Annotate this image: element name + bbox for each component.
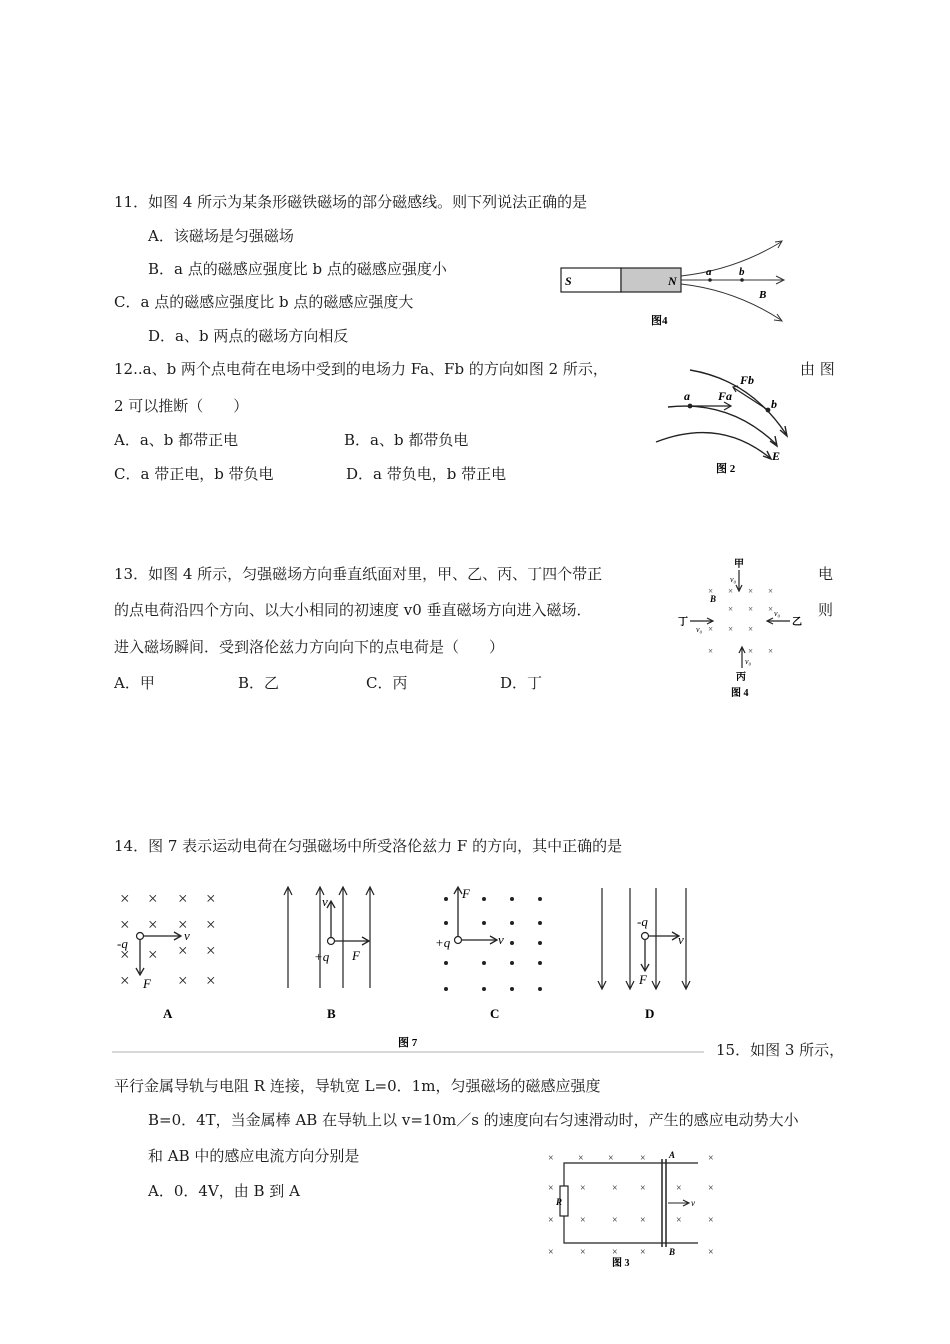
yi-v0-label: v₀ (774, 609, 781, 618)
q12-stem-line1: 12..a、b 两个点电荷在电场中受到的电场力 Fa、Fb 的方向如图 2 所示， (114, 360, 608, 378)
label-e: E (772, 449, 781, 463)
svg-text:×: × (676, 1183, 682, 1194)
q14-stem: 14．图 7 表示运动电荷在匀强磁场中所受洛伦兹力 F 的方向，其中正确的是 (114, 837, 623, 855)
q15-figure-caption: 图 3 (612, 1258, 630, 1269)
q15-line1: 平行金属导轨与电阻 R 连接，导轨宽 L=0．1m，匀强磁场的磁感应强度 (114, 1077, 601, 1095)
cross-grid (120, 889, 216, 990)
panel-a (117, 889, 216, 1021)
svg-text:×: × (768, 646, 774, 656)
label-fb: Fb (740, 373, 755, 387)
svg-text:×: × (708, 1183, 714, 1194)
label-bing: 丙 (736, 672, 746, 683)
field-line-upper (681, 242, 781, 276)
panel-c-label: C (490, 1006, 500, 1021)
charge-label: +q (435, 935, 451, 950)
q13-line1-end: 电 (818, 565, 834, 583)
svg-text:×: × (640, 1183, 646, 1194)
field-line-2 (668, 406, 776, 444)
cross-grid (548, 1153, 714, 1258)
svg-text:×: × (768, 586, 774, 596)
q12-option-b: B．a、b 都带负电 (344, 431, 469, 449)
svg-text:×: × (120, 889, 130, 908)
svg-text:×: × (120, 915, 130, 934)
svg-text:×: × (148, 945, 158, 964)
svg-text:×: × (548, 1215, 554, 1226)
svg-text:×: × (708, 1215, 714, 1226)
q13-option-a: A．甲 (114, 674, 155, 692)
q12-stem-right: 由 图 (800, 360, 835, 378)
point-b-label: b (739, 266, 745, 278)
force-label: F (143, 976, 151, 991)
point-a-label: a (706, 266, 712, 278)
charge-circle (642, 933, 649, 940)
charge-a (688, 404, 693, 409)
q12-figure-caption: 图 2 (716, 463, 736, 475)
q13-figure-magnetic-field (676, 556, 806, 704)
cross-grid (708, 586, 773, 656)
q11-figure-caption: 图4 (651, 315, 668, 327)
svg-text:×: × (548, 1183, 554, 1194)
panel-d (598, 888, 690, 1021)
svg-text:×: × (676, 1215, 682, 1226)
velocity-label: v (498, 932, 504, 947)
field-label: B (759, 289, 767, 301)
charge-circle (137, 933, 144, 940)
field-line-3 (656, 433, 770, 458)
svg-text:×: × (206, 941, 216, 960)
svg-text:×: × (148, 889, 158, 908)
b-label: B (710, 594, 717, 604)
svg-text:×: × (612, 1215, 618, 1226)
rod-bottom-label: B (669, 1247, 676, 1257)
force-label: F (462, 886, 470, 901)
svg-text:×: × (728, 586, 734, 596)
force-label: F (639, 972, 647, 987)
svg-text:×: × (768, 604, 774, 614)
panel-b (284, 887, 374, 1021)
velocity-label: v (691, 1198, 695, 1208)
svg-text:×: × (580, 1247, 586, 1258)
pole-n-label: N (668, 274, 677, 288)
q12-figure-electric-field (650, 362, 800, 480)
svg-text:×: × (748, 646, 754, 656)
svg-text:×: × (580, 1215, 586, 1226)
label-jia: 甲 (734, 559, 744, 570)
svg-text:×: × (748, 586, 754, 596)
label-ding: 丁 (678, 617, 688, 628)
q15-option-a: A．0．4V，由 B 到 A (148, 1182, 300, 1200)
svg-text:×: × (708, 646, 714, 656)
label-fa: Fa (718, 389, 733, 403)
svg-text:×: × (728, 624, 734, 634)
pole-s-label: S (565, 274, 572, 288)
q14-figure-lorentz-force (108, 876, 708, 1056)
q14-figure-caption: 图 7 (398, 1037, 418, 1049)
svg-text:×: × (148, 915, 158, 934)
q11-figure-bar-magnet (555, 232, 795, 332)
panel-b-label: B (327, 1006, 336, 1021)
velocity-label: v (322, 894, 328, 909)
svg-text:×: × (748, 624, 754, 634)
charge-circle (328, 938, 335, 945)
svg-text:×: × (640, 1153, 646, 1164)
q12-option-c: C．a 带正电，b 带负电 (114, 465, 274, 483)
q15-lead: 15．如图 3 所示， (716, 1041, 845, 1059)
q13-option-d: D．丁 (500, 674, 543, 692)
panel-c (435, 886, 542, 1021)
q11-option-b: B．a 点的磁感应强度比 b 点的磁感应强度小 (148, 260, 447, 278)
svg-text:×: × (708, 624, 714, 634)
resistor-label: R (556, 1197, 563, 1207)
q13-line2-end: 则 (818, 601, 834, 619)
q13-line3: 进入磁场瞬间．受到洛伦兹力方向向下的点电荷是（ ） (114, 638, 505, 656)
svg-text:×: × (612, 1247, 618, 1258)
label-b: b (771, 397, 777, 411)
q13-option-b: B．乙 (238, 674, 280, 692)
q13-line2: 的点电荷沿四个方向、以大小相同的初速度 v0 垂直磁场方向进入磁场． (114, 601, 592, 619)
q12-option-d: D．a 带负电，b 带正电 (346, 465, 507, 483)
q13-figure-caption: 图 4 (731, 688, 749, 699)
velocity-label: v (678, 932, 684, 947)
svg-text:×: × (206, 889, 216, 908)
q15-line3: 和 AB 中的感应电流方向分别是 (148, 1147, 360, 1165)
label-yi: 乙 (792, 617, 802, 628)
charge-label: +q (314, 949, 330, 964)
svg-text:×: × (640, 1215, 646, 1226)
point-a (708, 278, 712, 282)
panel-d-label: D (645, 1006, 655, 1021)
force-fb-arrow (734, 388, 768, 410)
q11-option-a: A．该磁场是匀强磁场 (148, 227, 294, 245)
bing-v0-label: v₀ (745, 657, 752, 666)
svg-text:×: × (708, 1153, 714, 1164)
svg-text:×: × (120, 971, 130, 990)
charge-label: -q (117, 936, 128, 951)
label-a: a (684, 389, 690, 403)
svg-text:×: × (548, 1247, 554, 1258)
q15-line2: B=0．4T，当金属棒 AB 在导轨上以 v=10m／s 的速度向右匀速滑动时，产生的感应电动势大小 (148, 1111, 799, 1129)
svg-text:×: × (178, 971, 188, 990)
svg-text:×: × (178, 889, 188, 908)
q15-figure-rail-circuit (540, 1145, 725, 1270)
force-label: F (352, 948, 360, 963)
svg-text:×: × (612, 1183, 618, 1194)
svg-text:×: × (120, 945, 130, 964)
q13-line1: 13．如图 4 所示，匀强磁场方向垂直纸面对里，甲、乙、丙、丁四个带正 (114, 565, 603, 583)
q12-stem-line2: 2 可以推断（ ） (114, 397, 249, 415)
svg-text:×: × (178, 915, 188, 934)
ding-v0-label: v₀ (696, 625, 703, 634)
velocity-label: v (184, 928, 190, 943)
svg-text:×: × (708, 1247, 714, 1258)
q13-option-c: C．丙 (366, 674, 408, 692)
panel-a-label: A (163, 1006, 173, 1021)
svg-text:×: × (728, 604, 734, 614)
svg-text:×: × (580, 1183, 586, 1194)
svg-text:×: × (178, 941, 188, 960)
jia-v0-label: v₀ (730, 575, 737, 584)
svg-text:×: × (608, 1153, 614, 1164)
q11-stem: 11．如图 4 所示为某条形磁铁磁场的部分磁感线。则下列说法正确的是 (114, 193, 588, 211)
svg-text:×: × (548, 1153, 554, 1164)
q11-option-c: C．a 点的磁感应强度比 b 点的磁感应强度大 (114, 293, 414, 311)
rod-top-label: A (669, 1150, 676, 1160)
svg-text:×: × (640, 1247, 646, 1258)
point-b (740, 278, 744, 282)
svg-text:×: × (206, 915, 216, 934)
svg-text:×: × (578, 1153, 584, 1164)
svg-text:×: × (206, 971, 216, 990)
q11-option-d: D．a、b 两点的磁场方向相反 (148, 327, 349, 345)
svg-text:×: × (748, 604, 754, 614)
svg-text:×: × (708, 586, 714, 596)
charge-circle (455, 937, 462, 944)
q12-option-a: A．a、b 都带正电 (114, 431, 239, 449)
charge-label: -q (637, 914, 648, 929)
